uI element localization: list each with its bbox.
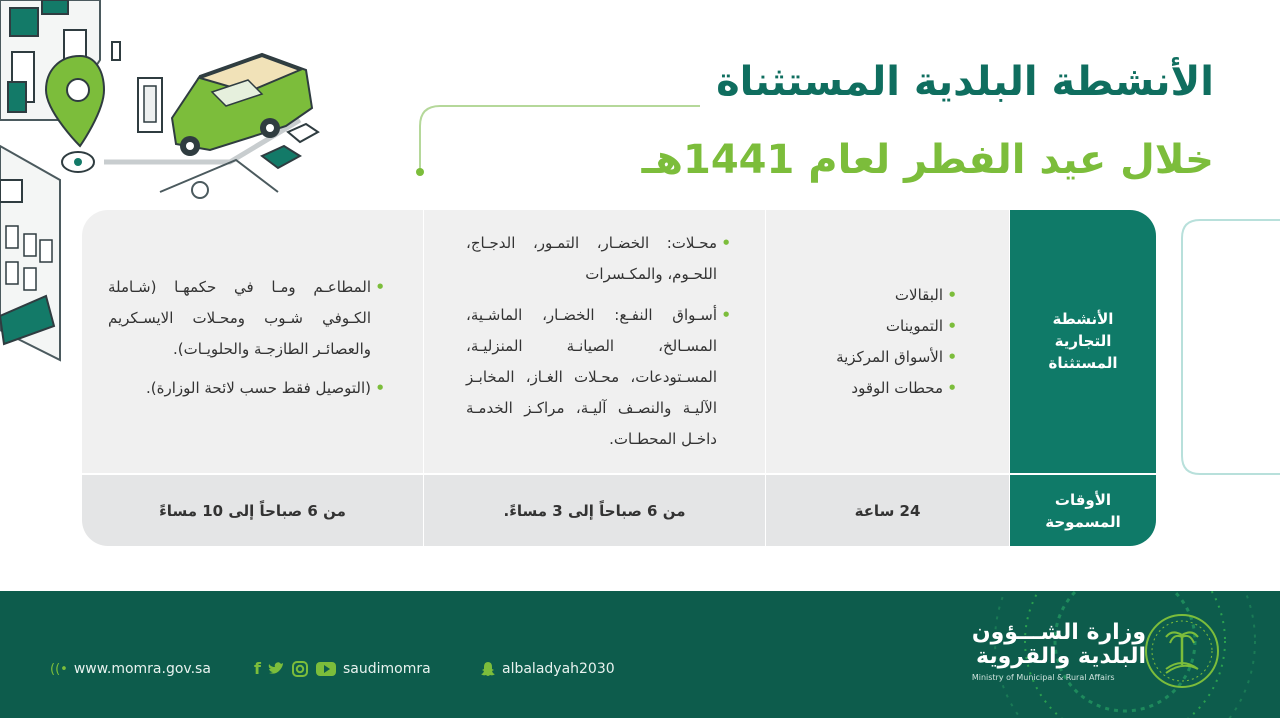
youtube-icon[interactable] xyxy=(315,661,337,677)
location-pin-icon xyxy=(46,56,104,172)
title-block xyxy=(642,56,1214,186)
side-bracket-decoration xyxy=(1180,218,1280,476)
snapchat-link[interactable] xyxy=(480,661,615,677)
footer-bar xyxy=(0,591,1280,718)
hours-cell-1: 24 ساعة xyxy=(766,475,1009,546)
facebook-icon[interactable]: f xyxy=(254,659,261,678)
list-item: • (التوصيل فقط حسب لائحة الوزارة). xyxy=(108,373,385,404)
header-activities: الأنشطة التجارية المستثناة xyxy=(1048,310,1118,372)
activities-cell-3 xyxy=(82,210,423,473)
activities-table xyxy=(82,210,1156,546)
list-item: • أسـواق النفـع: الخضـار، الماشـية، المسـالخ، الصيانـة المنزليـة، المسـتودعات، محـلات الغـاز، المخابـز الآليـة والنصـف آليـة، مراكـز الخدمـة داخـل المحطـات. xyxy=(466,300,731,455)
hours-cell-2: من 6 صباحاً إلى 3 مساءً. xyxy=(424,475,765,546)
instagram-icon[interactable] xyxy=(291,660,309,678)
snapchat-handle: albaladyah2030 xyxy=(502,661,615,677)
activities-list-3 xyxy=(108,272,385,404)
page-subtitle: خلال عيد الفطر لعام 1441هـ xyxy=(641,137,1214,183)
wifi-icon: ((• xyxy=(50,661,68,677)
activities-cell-2 xyxy=(424,210,765,473)
social-links[interactable] xyxy=(254,659,431,678)
table-header-column xyxy=(1010,210,1156,546)
ministry-name-line1: وزارة الشـــؤون xyxy=(971,620,1146,645)
header-hours: الأوقات المسموحة xyxy=(1045,490,1121,531)
ministry-name-line2: البلدية والقروية xyxy=(975,644,1146,669)
activities-list-1 xyxy=(786,280,957,404)
website-link[interactable] xyxy=(50,661,211,677)
snapchat-icon xyxy=(480,661,496,677)
website-text: www.momra.gov.sa xyxy=(73,661,211,677)
activities-list-2 xyxy=(466,228,731,455)
ministry-logo-text xyxy=(972,621,1146,682)
list-item: • الأسواق المركزية xyxy=(786,342,957,373)
title-connector-line xyxy=(410,104,710,180)
list-item: • البقالات xyxy=(786,280,957,311)
emblem-icon xyxy=(1142,611,1222,691)
list-item: • التموينات xyxy=(786,311,957,342)
list-item: • محـلات: الخضـار، التمـور، الدجـاج، اللحـوم، والمكـسرات xyxy=(466,228,731,290)
car-illustration xyxy=(172,54,312,156)
hours-cell-3: من 6 صباحاً إلى 10 مساءً xyxy=(82,475,423,546)
social-handle: saudimomra xyxy=(342,660,431,677)
list-item: • محطات الوقود xyxy=(786,373,957,404)
page-title: الأنشطة البلدية المستثناة xyxy=(716,59,1214,105)
activities-cell-1 xyxy=(766,210,1009,473)
twitter-icon[interactable] xyxy=(267,661,285,677)
list-item: • المطاعـم ومـا في حكمهـا (شـاملة الكـوفي شـوب ومحـلات الايسـكريم والعصائـر الطازجـة والحلويـات). xyxy=(108,272,385,365)
ministry-name-english: Ministry of Municipal & Rural Affairs xyxy=(971,673,1115,682)
